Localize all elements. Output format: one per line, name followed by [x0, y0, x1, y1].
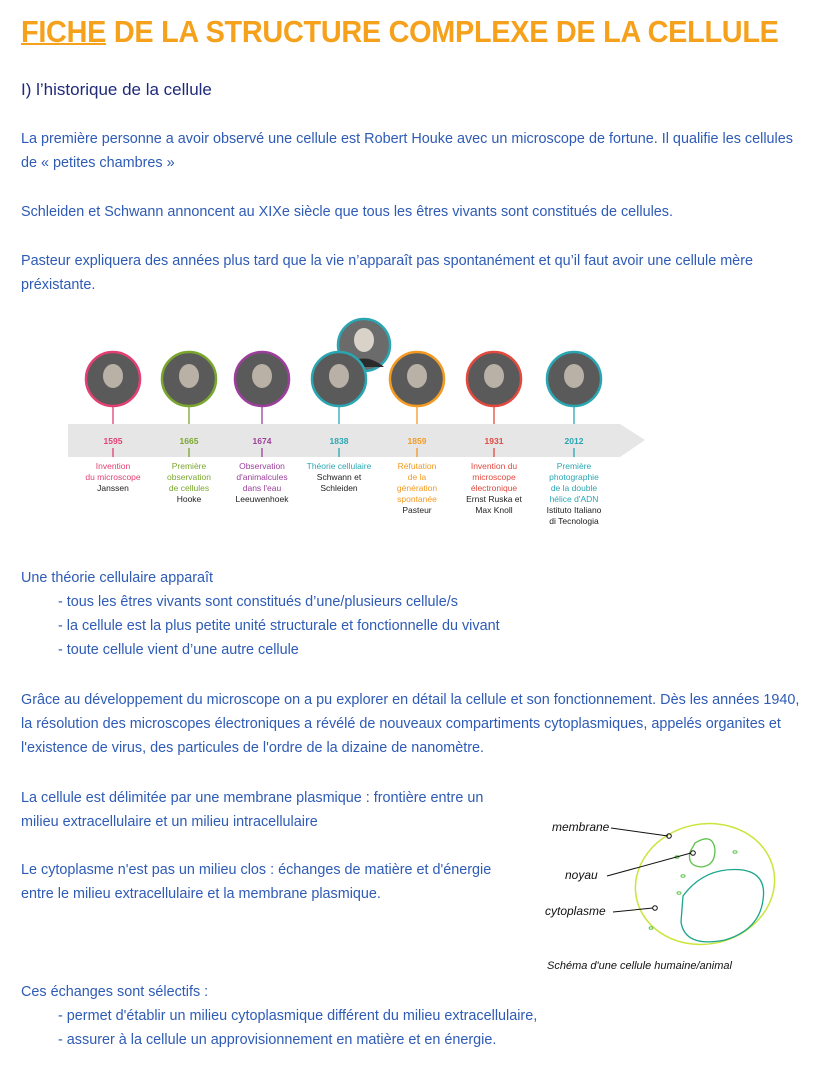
- timeline-person: Schleiden: [320, 483, 358, 493]
- timeline-item: [85, 352, 141, 493]
- timeline-label: Invention: [95, 461, 131, 471]
- title-fiche: FICHE: [21, 14, 107, 49]
- cytoplasme-pointer: [613, 908, 653, 912]
- paragraph-pasteur: Pasteur expliquera des années plus tard que la vie n’apparaît pas spontanément et qu’il faut avoir une cellule mère préxistante.: [21, 253, 753, 293]
- theory-item: - la cellule est la plus petite unité structurale et fonctionnelle du vivant: [58, 614, 500, 638]
- timeline-label: Première: [556, 461, 592, 471]
- timeline-figure: [60, 312, 660, 537]
- timeline-label: Réfutation: [397, 461, 437, 471]
- timeline-label: de cellules: [168, 483, 210, 493]
- timeline-year: 1931: [484, 436, 504, 446]
- theory-item: - toute cellule vient d’une autre cellule: [58, 638, 500, 662]
- cell-vacuole: [681, 870, 764, 942]
- timeline-year: 1674: [252, 436, 272, 446]
- timeline-year: 2012: [564, 436, 584, 446]
- paragraph-cytoplasme: Le cytoplasme n'est pas un milieu clos : échanges de matière et d'énergie entre le milieu extracellulaire et la membrane plasmique.: [21, 862, 492, 902]
- exchanges-item: - permet d'établir un milieu cytoplasmique différent du milieu extracellulaire,: [58, 1004, 537, 1028]
- timeline-person: Leeuwenhoek: [235, 494, 289, 504]
- title-rest: DE LA STRUCTURE COMPLEXE DE LA CELLULE: [106, 14, 779, 49]
- cell-nucleus: [689, 839, 715, 867]
- label-cytoplasme: cytoplasme: [545, 904, 606, 918]
- timeline-person: Pasteur: [402, 505, 432, 515]
- timeline-label: d'animalcules: [236, 472, 288, 482]
- timeline-person: Hooke: [176, 494, 202, 504]
- timeline-label: du microscope: [85, 472, 141, 482]
- timeline-label: Invention du: [470, 461, 518, 471]
- cell-diagram: [535, 800, 795, 980]
- timeline-label: électronique: [470, 483, 518, 493]
- membrane-pointer: [611, 828, 668, 836]
- page-title: [21, 14, 779, 50]
- timeline-label: photographie: [549, 472, 599, 482]
- timeline-label: Théorie cellulaire: [306, 461, 372, 471]
- theory-intro: Une théorie cellulaire apparaît: [21, 570, 213, 586]
- organelles: [649, 851, 737, 930]
- timeline-label: de la: [407, 472, 427, 482]
- timeline-label: microscope: [472, 472, 516, 482]
- exchanges-intro: Ces échanges sont sélectifs :: [21, 984, 209, 1000]
- exchanges-list: [58, 1004, 537, 1052]
- noyau-pointer: [607, 853, 691, 876]
- timeline-year: 1859: [407, 436, 427, 446]
- timeline-person: Ernst Ruska et: [466, 494, 522, 504]
- timeline-year: 1665: [179, 436, 199, 446]
- timeline-year: 1595: [103, 436, 123, 446]
- paragraph-hooke: La première personne a avoir observé une cellule est Robert Houke avec un microscope de fortune. Il qualifie les cellules de « petites chambres »: [21, 131, 793, 171]
- timeline-person: Max Knoll: [475, 505, 513, 515]
- timeline-person: Istituto Italiano: [546, 505, 602, 515]
- diagram-caption: Schéma d'une cellule humaine/animal: [547, 960, 732, 972]
- label-noyau: noyau: [565, 868, 598, 882]
- timeline-person: Janssen: [97, 483, 129, 493]
- exchanges-item: - assurer à la cellule un approvisionnement en matière et en énergie.: [58, 1028, 537, 1052]
- paragraph-membrane: La cellule est délimitée par une membrane plasmique : frontière entre un milieu extracellulaire et un milieu intracellulaire: [21, 790, 484, 830]
- timeline-label: observation: [167, 472, 211, 482]
- timeline-label: hélice d'ADN: [549, 494, 599, 504]
- timeline-label: spontanée: [397, 494, 437, 504]
- timeline-person: di Tecnologia: [549, 516, 599, 526]
- paragraph-schleiden-schwann: Schleiden et Schwann annoncent au XIXe siècle que tous les êtres vivants sont constitués de cellules.: [21, 204, 673, 220]
- timeline-item: [307, 352, 372, 493]
- timeline-label: Observation: [239, 461, 285, 471]
- timeline-person: Schwann et: [316, 472, 362, 482]
- theory-list: [58, 590, 500, 662]
- timeline-label: de la double: [550, 483, 598, 493]
- section-heading: I) l’historique de la cellule: [21, 80, 212, 99]
- timeline-label: génération: [396, 483, 438, 493]
- timeline-label: dans l'eau: [242, 483, 282, 493]
- label-membrane: membrane: [552, 820, 610, 834]
- timeline-arrow: [68, 424, 645, 457]
- timeline-year: 1838: [329, 436, 349, 446]
- paragraph-microscope: Grâce au développement du microscope on a pu explorer en détail la cellule et son fonctionnement. Dès les années 1940, la résolution des microscopes électroniques a révélé de nouveaux compartiments cytoplasmiques, appelés organites et l'existence de virus, des particules de l'ordre de la dizaine de nanomètre.: [21, 692, 800, 756]
- timeline-label: Première: [171, 461, 207, 471]
- theory-item: - tous les êtres vivants sont constitués d’une/plusieurs cellule/s: [58, 590, 500, 614]
